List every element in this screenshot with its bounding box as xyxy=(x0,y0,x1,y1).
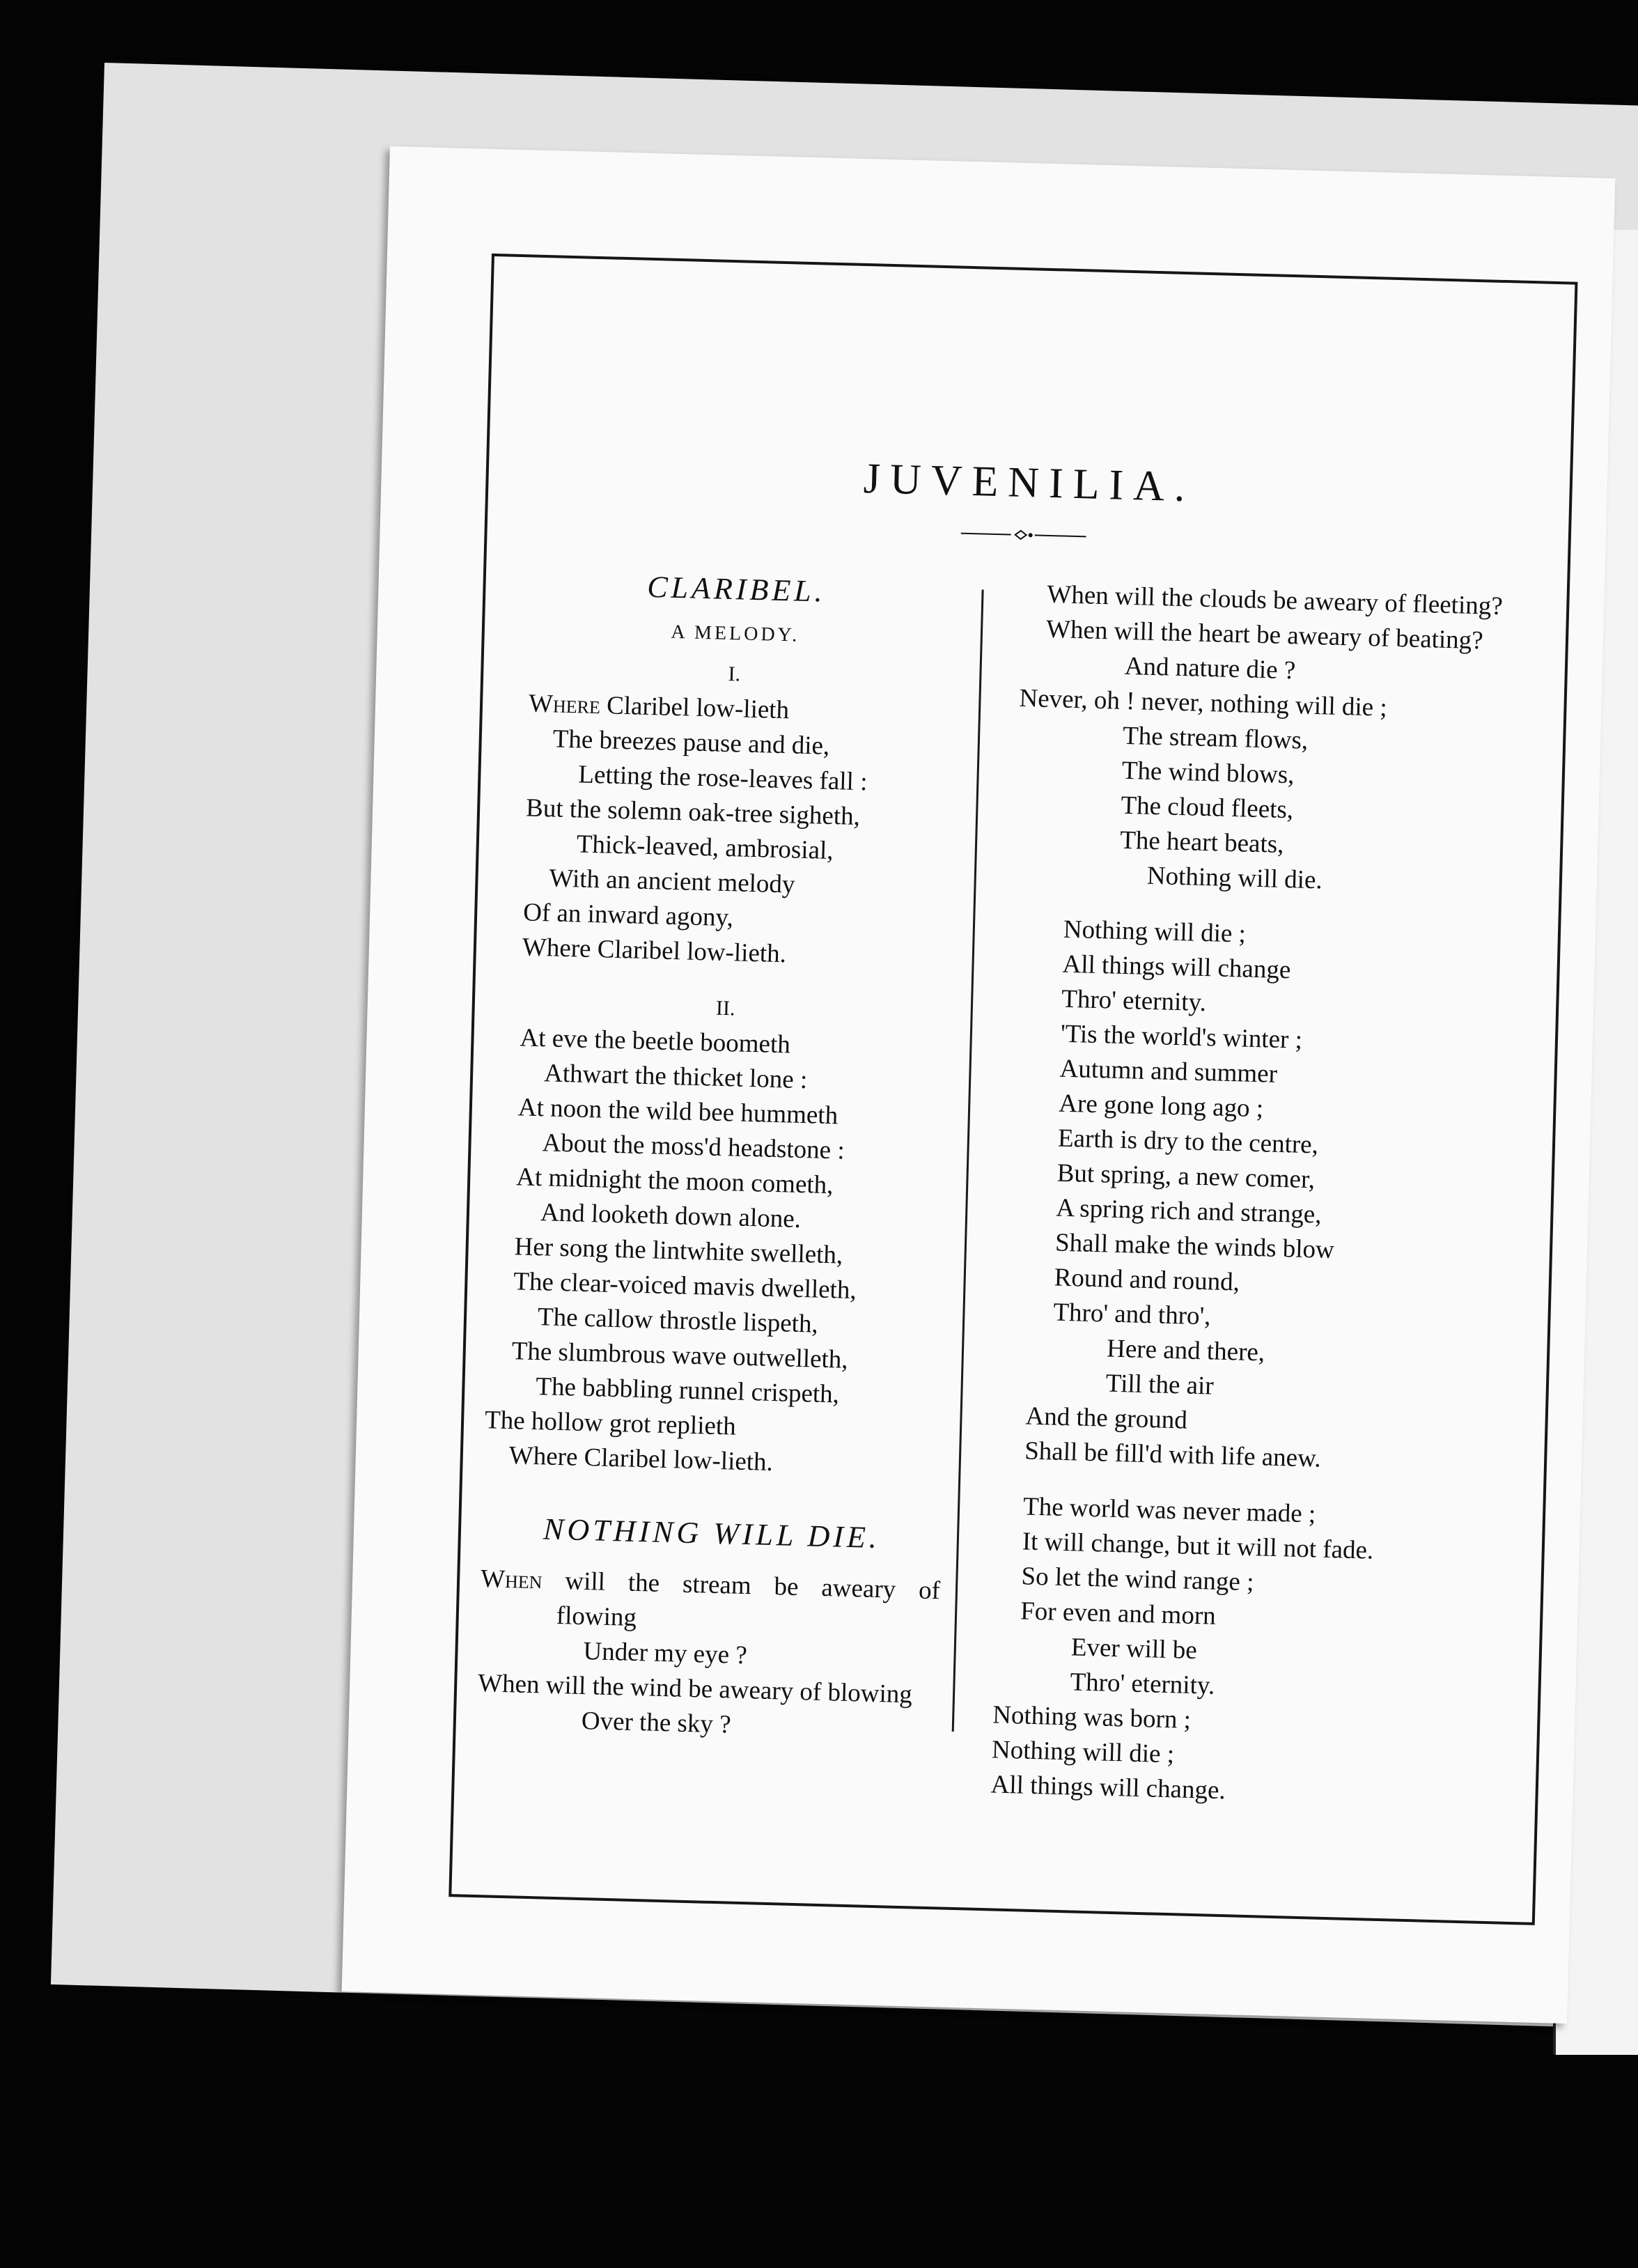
poem-line-text: All things will change xyxy=(1062,949,1291,985)
poem-word: stream xyxy=(682,1569,752,1601)
right-column xyxy=(990,577,1566,1817)
poem-line-text: All things will change. xyxy=(990,1770,1226,1805)
poem-line-text: For even and morn xyxy=(1020,1597,1217,1631)
poem-word: the xyxy=(627,1568,660,1598)
poem-line-text: Letting the rose-leaves fall : xyxy=(577,760,868,797)
poem-line-text: And the ground xyxy=(1025,1401,1188,1435)
poem-line-text: Claribel low-lieth xyxy=(606,691,790,725)
poem-line-text: But the solemn oak-tree sigheth, xyxy=(525,793,861,831)
poem-subtitle: A MELODY. xyxy=(671,621,800,646)
poem-line-text: Nothing was born ; xyxy=(992,1700,1192,1734)
claribel-stanza-1 xyxy=(497,686,963,977)
poem-line-text: Shall be fill'd with life anew. xyxy=(1024,1436,1322,1473)
poem-word: will xyxy=(564,1567,606,1597)
poem-line-text: The babbling runnel crispeth, xyxy=(535,1372,840,1409)
poem-line-text: Over the sky ? xyxy=(581,1706,732,1739)
poem-line-text: Round and round, xyxy=(1054,1263,1240,1297)
poem-line-text: The callow throstle lispeth, xyxy=(537,1303,819,1339)
poem-line-text: But spring, a new comer, xyxy=(1056,1158,1316,1195)
poem-word: aweary xyxy=(820,1573,896,1604)
poem-line-initial-word: Where xyxy=(528,689,601,720)
page-title: JUVENILIA. xyxy=(862,454,1196,511)
left-column xyxy=(476,564,967,1748)
poem-line-text: Are gone long ago ; xyxy=(1058,1089,1264,1124)
page-border-frame xyxy=(448,254,1577,1925)
poem-line-text: The slumbrous wave outwelleth, xyxy=(511,1337,849,1374)
poem-line-text: Where Claribel low-lieth. xyxy=(508,1441,774,1477)
poem-line-text: And looketh down alone. xyxy=(540,1198,802,1234)
poem-line-text: Under my eye ? xyxy=(583,1637,748,1670)
poem-line-text: At eve the beetle boometh xyxy=(520,1023,791,1059)
poem-word: of xyxy=(918,1576,941,1606)
nothing-will-die-left-lines xyxy=(476,1597,939,1748)
section-number-2: II. xyxy=(715,996,735,1020)
nothing-will-die-stanza-1 xyxy=(1014,577,1566,904)
poem-line-text: The clear-voiced mavis dwelleth, xyxy=(513,1267,857,1305)
poem-line-text: About the moss'd headstone : xyxy=(542,1128,845,1165)
poem-line-text: And nature die ? xyxy=(1124,651,1296,685)
poem-line-text: Her song the lintwhite swelleth, xyxy=(514,1232,843,1270)
poem-line-text: The cloud fleets, xyxy=(1121,791,1294,825)
nothing-will-die-stanza-3 xyxy=(990,1489,1542,1817)
poem-line-text: The heart beats, xyxy=(1119,825,1284,859)
poem-title-nothing-will-die: NOTHING WILL DIE. xyxy=(543,1512,881,1555)
poem-line-text: Nothing will die. xyxy=(1146,861,1323,895)
poem-line-text: The hollow grot replieth xyxy=(484,1406,737,1441)
poem-line-text: Earth is dry to the centre, xyxy=(1057,1124,1319,1160)
poem-line-text: Thro' eternity. xyxy=(1061,984,1207,1018)
poem-line-text: 'Tis the world's winter ; xyxy=(1060,1019,1303,1055)
poem-line-text: A spring rich and strange, xyxy=(1055,1193,1323,1229)
poem-word: be xyxy=(774,1572,800,1602)
poem-line-text: Never, oh ! never, nothing will die ; xyxy=(1019,683,1388,722)
poem-line-initial-word: When xyxy=(480,1564,543,1595)
poem-line-text: It will change, but it will not fade. xyxy=(1022,1527,1374,1565)
claribel-stanza-2 xyxy=(483,1020,955,1484)
poem-line-text: Athwart the thicket lone : xyxy=(543,1059,808,1095)
poem-line-text: flowing xyxy=(556,1601,637,1632)
title-ornament xyxy=(960,527,1086,544)
poem-line-text: Shall make the winds blow xyxy=(1054,1228,1335,1265)
poem-line-text: Thro' eternity. xyxy=(1070,1668,1215,1700)
poem-line-text: When will the heart be aweary of beating? xyxy=(1045,614,1484,655)
poem-line-text: Of an inward agony, xyxy=(522,898,734,933)
nothing-will-die-stanza-2 xyxy=(999,911,1557,1482)
poem-line-text: So let the wind range ; xyxy=(1021,1562,1254,1597)
poem-line-text: Where Claribel low-lieth. xyxy=(522,933,787,969)
poem-line-text: Autumn and summer xyxy=(1059,1054,1278,1089)
section-number-1: I. xyxy=(728,662,741,686)
poem-line-text: When will the clouds be aweary of fleeting? xyxy=(1046,580,1504,621)
poem-line-text: The wind blows, xyxy=(1121,756,1295,790)
poem-line-text: Nothing will die ; xyxy=(991,1735,1175,1769)
poem-line-text: Ever will be xyxy=(1070,1633,1198,1665)
poem-line-text: Till the air xyxy=(1105,1369,1215,1401)
poem-line-text: With an ancient melody xyxy=(549,864,795,899)
poem-line-text: The breezes pause and die, xyxy=(552,724,830,761)
poem-title-claribel: CLARIBEL. xyxy=(646,569,827,609)
poem-line-text: Here and there, xyxy=(1106,1334,1265,1367)
poem-line-text: The world was never made ; xyxy=(1022,1492,1316,1529)
poem-line-text: Thick-leaved, ambrosial, xyxy=(576,830,834,866)
poem-line-text: The stream flows, xyxy=(1122,721,1309,755)
book-page xyxy=(342,146,1616,2024)
poem-line-text: Thro' and thro', xyxy=(1052,1298,1211,1331)
poem-line-text: At midnight the moon cometh, xyxy=(515,1163,834,1200)
poem-line-text: At noon the wild bee hummeth xyxy=(517,1093,838,1131)
poem-line-text: Nothing will die ; xyxy=(1063,915,1247,949)
poem-line-text: When will the wind be aweary of blowing xyxy=(477,1669,913,1709)
